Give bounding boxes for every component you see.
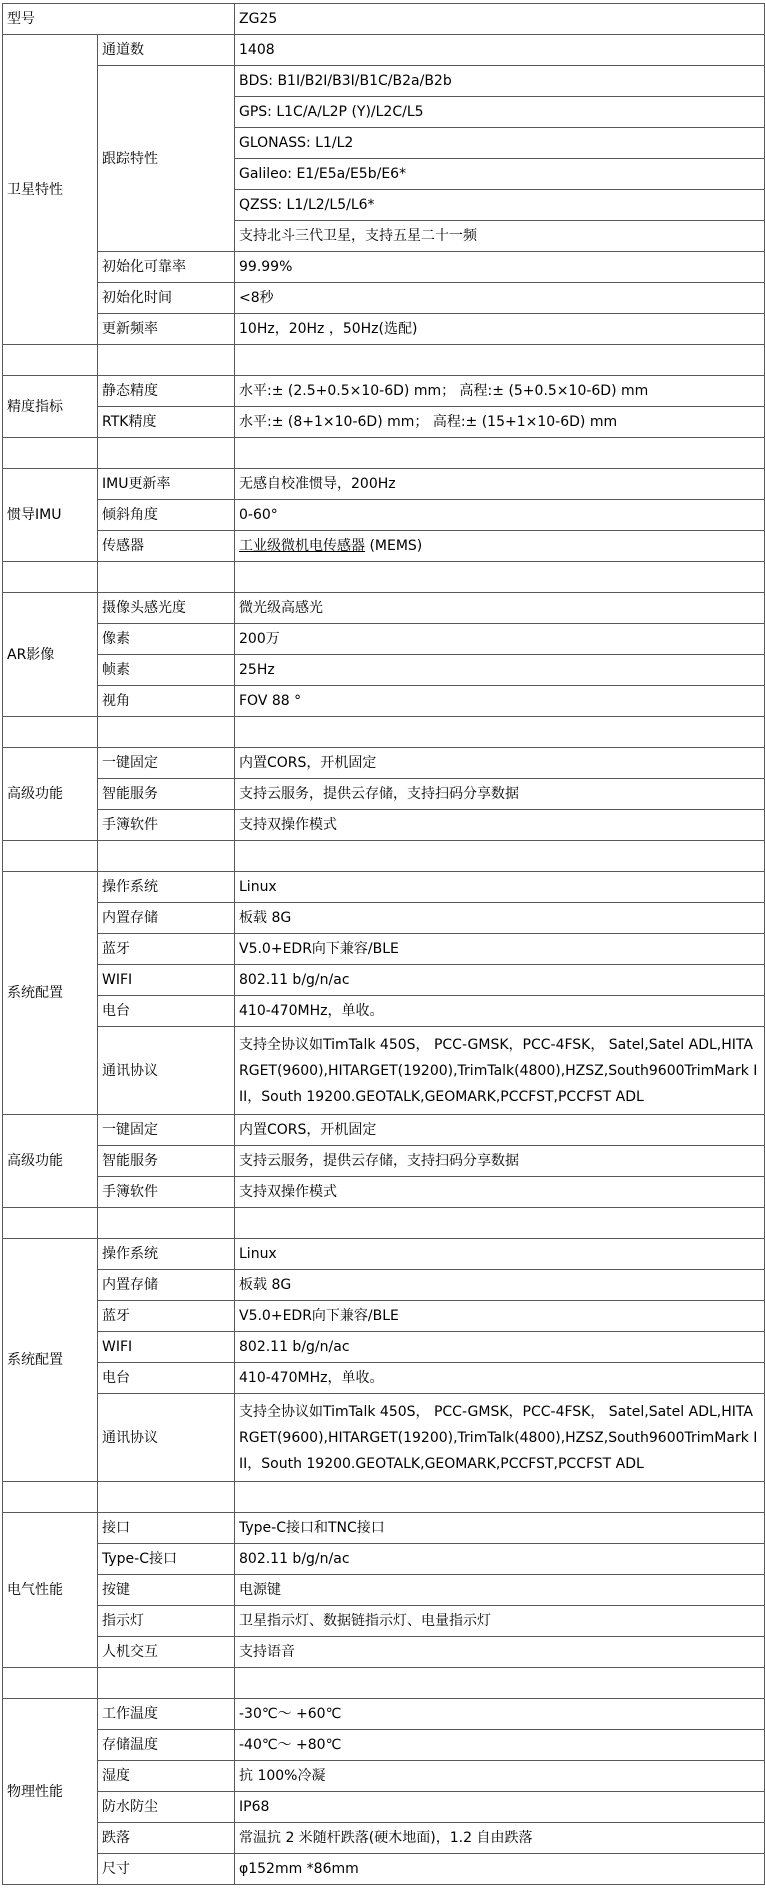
spacer-property-cell	[98, 717, 235, 748]
spec-row	[3, 1270, 765, 1301]
spec-row	[3, 1606, 765, 1637]
spec-row	[3, 283, 765, 314]
property-cell: 蓝牙	[98, 934, 235, 965]
spec-row	[3, 624, 765, 655]
spec-row	[3, 1823, 765, 1854]
spacer-value-cell	[235, 345, 765, 376]
spacer-row	[3, 562, 765, 593]
property-cell: 电台	[98, 996, 235, 1027]
model-value-cell: ZG25	[235, 4, 765, 35]
value-cell: φ152mm *86mm	[235, 1854, 765, 1885]
property-cell: 静态精度	[98, 376, 235, 407]
property-cell: 操作系统	[98, 872, 235, 903]
property-cell: IMU更新率	[98, 469, 235, 500]
property-cell: 工作温度	[98, 1699, 235, 1730]
spec-row	[3, 1792, 765, 1823]
property-cell: 指示灯	[98, 1606, 235, 1637]
property-cell: 手簿软件	[98, 810, 235, 841]
spec-row	[3, 1115, 765, 1146]
value-cell: 1408	[235, 35, 765, 66]
value-cell: 支持云服务，提供云存储，支持扫码分享数据	[235, 1146, 765, 1177]
property-cell: 智能服务	[98, 1146, 235, 1177]
spacer-category-cell	[3, 562, 98, 593]
value-cell: 常温抗 2 米随杆跌落(硬木地面)，1.2 自由跌落	[235, 1823, 765, 1854]
value-cell: 支持双操作模式	[235, 1177, 765, 1208]
property-cell: 初始化时间	[98, 283, 235, 314]
spec-row	[3, 531, 765, 562]
value-cell: 内置CORS，开机固定	[235, 1115, 765, 1146]
spec-row	[3, 934, 765, 965]
value-cell: Type-C接口和TNC接口	[235, 1513, 765, 1544]
value-cell: 抗 100%冷凝	[235, 1761, 765, 1792]
property-cell: 一键固定	[98, 1115, 235, 1146]
property-cell: 电台	[98, 1363, 235, 1394]
spacer-row	[3, 1208, 765, 1239]
spacer-value-cell	[235, 1482, 765, 1513]
category-cell: 系统配置	[3, 1239, 98, 1482]
spec-row	[3, 1332, 765, 1363]
model-label-cell: 型号	[3, 4, 235, 35]
spacer-category-cell	[3, 1482, 98, 1513]
value-cell: QZSS: L1/L2/L5/L6*	[235, 190, 765, 221]
property-cell: 蓝牙	[98, 1301, 235, 1332]
spacer-property-cell	[98, 1208, 235, 1239]
spacer-row	[3, 841, 765, 872]
category-cell: 系统配置	[3, 872, 98, 1115]
category-cell: 高级功能	[3, 748, 98, 841]
property-cell: 更新频率	[98, 314, 235, 345]
spacer-value-cell	[235, 438, 765, 469]
category-cell: AR影像	[3, 593, 98, 717]
spec-row	[3, 66, 765, 97]
value-cell: 410-470MHz，单收。	[235, 1363, 765, 1394]
spec-row	[3, 1761, 765, 1792]
value-cell: -30℃～ +60℃	[235, 1699, 765, 1730]
property-cell: 防水防尘	[98, 1792, 235, 1823]
spacer-value-cell	[235, 1668, 765, 1699]
value-cell: 支持全协议如TimTalk 450S， PCC-GMSK，PCC-4FSK， Satel,Satel ADL,HITARGET(9600),HITARGET(19200),TrimTalk(4800),HZSZ,South9600TrimMark III，South 19200.GEOTALK,GEOMARK,PCCFST,PCCFST ADL	[235, 1027, 765, 1115]
value-cell: 支持云服务，提供云存储，支持扫码分享数据	[235, 779, 765, 810]
spec-row	[3, 810, 765, 841]
property-cell: 内置存储	[98, 1270, 235, 1301]
value-cell: BDS: B1I/B2I/B3I/B1C/B2a/B2b	[235, 66, 765, 97]
property-cell: 通讯协议	[98, 1027, 235, 1115]
spacer-row	[3, 1482, 765, 1513]
value-cell: 支持双操作模式	[235, 810, 765, 841]
spec-row	[3, 1239, 765, 1270]
spec-row	[3, 1699, 765, 1730]
spec-row	[3, 1513, 765, 1544]
spacer-category-cell	[3, 345, 98, 376]
spec-row	[3, 35, 765, 66]
category-cell: 精度指标	[3, 376, 98, 438]
property-cell: 摄像头感光度	[98, 593, 235, 624]
spec-row	[3, 1177, 765, 1208]
property-cell: 通道数	[98, 35, 235, 66]
property-cell: 初始化可靠率	[98, 252, 235, 283]
spec-row	[3, 593, 765, 624]
spacer-category-cell	[3, 717, 98, 748]
spec-row	[3, 1854, 765, 1885]
property-cell: 智能服务	[98, 779, 235, 810]
property-cell: 存储温度	[98, 1730, 235, 1761]
property-cell: 尺寸	[98, 1854, 235, 1885]
value-cell: 200万	[235, 624, 765, 655]
spacer-property-cell	[98, 1482, 235, 1513]
category-cell: 惯导IMU	[3, 469, 98, 562]
value-cell: IP68	[235, 1792, 765, 1823]
spec-row	[3, 469, 765, 500]
spacer-category-cell	[3, 1668, 98, 1699]
value-cell: 支持语音	[235, 1637, 765, 1668]
value-cell: Galileo: E1/E5a/E5b/E6*	[235, 159, 765, 190]
spec-row	[3, 655, 765, 686]
value-cell: -40℃～ +80℃	[235, 1730, 765, 1761]
spec-row	[3, 407, 765, 438]
property-cell: 手簿软件	[98, 1177, 235, 1208]
property-cell: 像素	[98, 624, 235, 655]
property-cell: 接口	[98, 1513, 235, 1544]
spec-row	[3, 1730, 765, 1761]
value-cell: 支持北斗三代卫星，支持五星二十一频	[235, 221, 765, 252]
spacer-row	[3, 717, 765, 748]
spacer-property-cell	[98, 841, 235, 872]
property-cell: 按键	[98, 1575, 235, 1606]
value-cell: 0-60°	[235, 500, 765, 531]
spacer-value-cell	[235, 841, 765, 872]
property-cell: 操作系统	[98, 1239, 235, 1270]
spec-row	[3, 1575, 765, 1606]
value-cell: <8秒	[235, 283, 765, 314]
value-cell: Linux	[235, 1239, 765, 1270]
spec-table-body	[3, 4, 765, 1885]
property-cell: 通讯协议	[98, 1394, 235, 1482]
value-cell: V5.0+EDR向下兼容/BLE	[235, 934, 765, 965]
spacer-category-cell	[3, 438, 98, 469]
spec-row	[3, 1027, 765, 1115]
property-cell: 跌落	[98, 1823, 235, 1854]
spec-row	[3, 500, 765, 531]
spec-row	[3, 376, 765, 407]
value-cell: 802.11 b/g/n/ac	[235, 1544, 765, 1575]
spec-row	[3, 686, 765, 717]
value-cell: 卫星指示灯、数据链指示灯、电量指示灯	[235, 1606, 765, 1637]
spacer-row	[3, 345, 765, 376]
spacer-category-cell	[3, 1208, 98, 1239]
spec-row	[3, 779, 765, 810]
value-cell: 板载 8G	[235, 1270, 765, 1301]
property-cell: 传感器	[98, 531, 235, 562]
spec-table	[2, 3, 765, 1885]
value-cell: GLONASS: L1/L2	[235, 128, 765, 159]
spec-row	[3, 1363, 765, 1394]
property-cell: 人机交互	[98, 1637, 235, 1668]
property-cell: 倾斜角度	[98, 500, 235, 531]
spacer-property-cell	[98, 562, 235, 593]
value-cell: 水平:± (2.5+0.5×10-6D) mm； 高程:± (5+0.5×10-6D) mm	[235, 376, 765, 407]
value-cell: 板载 8G	[235, 903, 765, 934]
value-cell: 99.99%	[235, 252, 765, 283]
value-cell: 水平:± (8+1×10-6D) mm； 高程:± (15+1×10-6D) mm	[235, 407, 765, 438]
value-cell: 工业级微机电传感器 (MEMS)	[235, 531, 765, 562]
spacer-value-cell	[235, 562, 765, 593]
category-cell: 物理性能	[3, 1699, 98, 1885]
property-cell: 帧素	[98, 655, 235, 686]
spacer-value-cell	[235, 1208, 765, 1239]
value-cell: 410-470MHz，单收。	[235, 996, 765, 1027]
spacer-property-cell	[98, 438, 235, 469]
property-cell: 视角	[98, 686, 235, 717]
spec-row	[3, 1301, 765, 1332]
spec-row	[3, 872, 765, 903]
property-cell: 湿度	[98, 1761, 235, 1792]
value-cell: 10Hz，20Hz ，50Hz(选配)	[235, 314, 765, 345]
spacer-row	[3, 1668, 765, 1699]
spec-row	[3, 1146, 765, 1177]
spec-row	[3, 903, 765, 934]
model-row	[3, 4, 765, 35]
category-cell: 卫星特性	[3, 35, 98, 345]
property-cell: 跟踪特性	[98, 66, 235, 252]
value-cell: GPS: L1C/A/L2P (Y)/L2C/L5	[235, 97, 765, 128]
value-cell: 支持全协议如TimTalk 450S， PCC-GMSK，PCC-4FSK， Satel,Satel ADL,HITARGET(9600),HITARGET(19200),TrimTalk(4800),HZSZ,South9600TrimMark III，South 19200.GEOTALK,GEOMARK,PCCFST,PCCFST ADL	[235, 1394, 765, 1482]
category-cell: 高级功能	[3, 1115, 98, 1208]
property-cell: RTK精度	[98, 407, 235, 438]
value-cell: 802.11 b/g/n/ac	[235, 965, 765, 996]
spec-row	[3, 1544, 765, 1575]
property-cell: Type-C接口	[98, 1544, 235, 1575]
spacer-row	[3, 438, 765, 469]
spec-row	[3, 314, 765, 345]
value-cell: 微光级高感光	[235, 593, 765, 624]
spec-row	[3, 252, 765, 283]
spec-row	[3, 1394, 765, 1482]
spacer-category-cell	[3, 841, 98, 872]
spec-row	[3, 996, 765, 1027]
spacer-property-cell	[98, 345, 235, 376]
value-cell: 802.11 b/g/n/ac	[235, 1332, 765, 1363]
spacer-property-cell	[98, 1668, 235, 1699]
spec-row	[3, 1637, 765, 1668]
value-cell: 内置CORS，开机固定	[235, 748, 765, 779]
spec-row	[3, 748, 765, 779]
value-cell: Linux	[235, 872, 765, 903]
underlined-value-text: 工业级微机电传感器	[239, 538, 365, 554]
property-cell: 一键固定	[98, 748, 235, 779]
property-cell: WIFI	[98, 1332, 235, 1363]
spacer-value-cell	[235, 717, 765, 748]
property-cell: 内置存储	[98, 903, 235, 934]
value-cell: 无感自校准惯导，200Hz	[235, 469, 765, 500]
value-cell: 25Hz	[235, 655, 765, 686]
property-cell: WIFI	[98, 965, 235, 996]
value-cell: FOV 88 °	[235, 686, 765, 717]
value-cell: 电源键	[235, 1575, 765, 1606]
value-cell: V5.0+EDR向下兼容/BLE	[235, 1301, 765, 1332]
spec-row	[3, 965, 765, 996]
category-cell: 电气性能	[3, 1513, 98, 1668]
